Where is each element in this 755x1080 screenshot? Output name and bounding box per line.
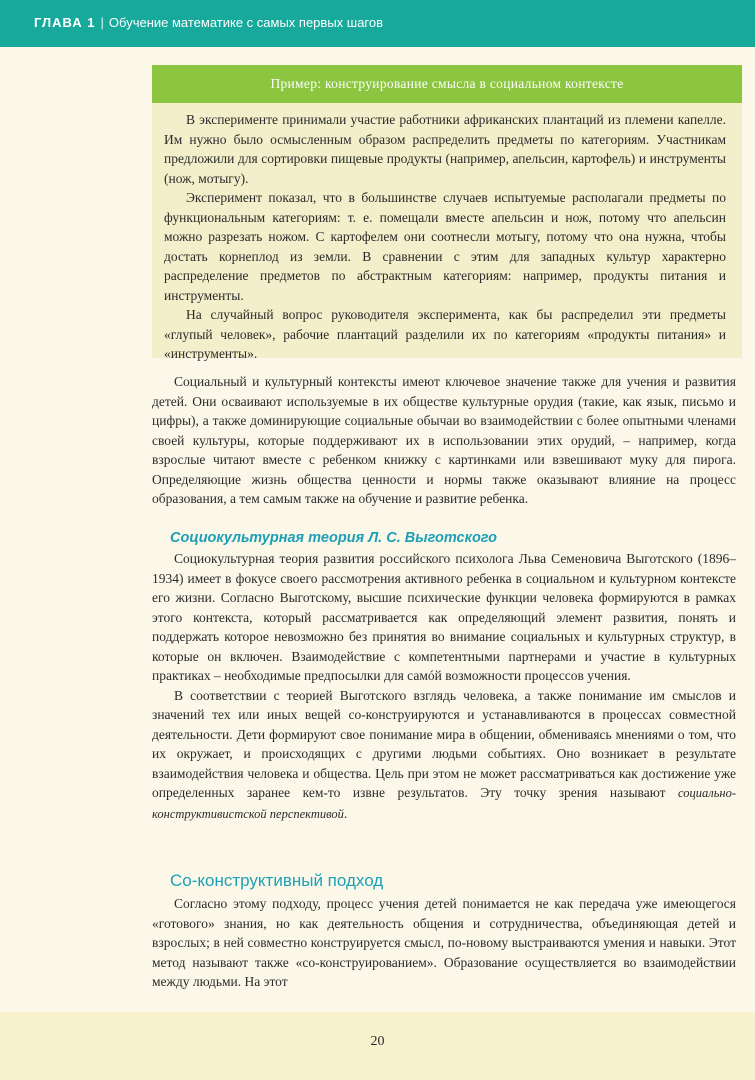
emphasized-term: социально-конструктивистской перспективой	[152, 786, 737, 821]
page-number: 20	[370, 1034, 385, 1049]
vygotsky-section-text	[152, 549, 736, 824]
body-paragraph-text: В соответствии с теорией Выготского взглядь человека, а также понимание им смыслов и значений тех или иных вещей со-конструируются и устанавливаются в процессах совместной деятельности. Дети формируют свое понимание мира в общении, обмениваясь мнениями о том, что их окружает, и происходящих с другими людьми событиях. Оно возникает в результате взаимодействия человека и общества. Цель при этом не может рассматриваться как достижение уже определенных заранее кем-то извне результатов. Эту точку зрения называют	[152, 687, 736, 800]
chapter-header	[34, 15, 383, 30]
example-paragraph: На случайный вопрос руководителя эксперимента, как бы распределил эти предметы «глупый человек», рабочие плантаций разделили их по категориям «продукты питания» и «инструменты».	[164, 307, 726, 361]
body-paragraph: Социокультурная теория развития российского психолога Льва Семеновича Выготского (1896–1934) имеет в фокусе своего рассмотрения активного ребенка в социальном и культурном контексте его жизни. Согласно Выготскому, высшие психические функции человека формируются в рамках этого контекста, который рассматривается как определяющий элемент развития, понять и поддержать которое невозможно без принятия во внимание социальных и культурных структур, в которые он включен. Взаимодействие с компетентными партнерами и участие в культурных практиках – необходимые предпосылки для самóй возможности процессов учения.	[152, 551, 736, 683]
example-box-body	[152, 103, 742, 364]
intro-text	[152, 372, 736, 509]
example-box	[152, 65, 742, 361]
example-paragraph: Эксперимент показал, что в большинстве случаев испытуемые располагали предметы по функциональным категориям: т. е. помещали вместе апельсин и нож, потому что апельсин можно разрезать ножом. С картофелем они соотнесли мотыгу, потому что она нужна, чтобы достать корнеплод из земли. В сравнении с этим для западных культур характерно распределение предметов по абстрактным категориям: например, продукты питания и инструменты.	[164, 190, 726, 303]
example-paragraph: В эксперименте принимали участие работники африканских плантаций из племени капелле. Им нужно было осмысленным образом распределить предметы по категориям. Участникам предложили для сортировки пищевые продукты (например, апельсин, картофель) и инструменты (нож, мотыгу).	[164, 112, 726, 186]
example-box-title: Пример: конструирование смысла в социальном контексте	[152, 65, 742, 103]
coconstructive-section-text	[152, 894, 736, 992]
term-period: .	[343, 805, 348, 821]
section-heading-vygotsky: Социокультурная теория Л. С. Выготского	[170, 530, 498, 546]
intro-paragraph: Социальный и культурный контексты имеют ключевое значение также для учения и развития детей. Они осваивают используемые в их обществе культурные орудия (такие, как язык, письмо и цифры), а также доминирующие социальные обычаи во взаимодействии с более опытными членами своей культуры, которые поддерживают их в использовании этих орудий, – например, когда взрослые читают вместе с ребенком книжку с картинками или взвешивают муку для пирога. Определяющие жизнь общества ценности и нормы также оказывают влияние на процесс образования, а тем самым также на обучение и развитие ребенка.	[152, 374, 736, 506]
body-paragraph: Согласно этому подходу, процесс учения детей понимается не как передача уже имеющегося «готового» знания, но как деятельность общения и сотрудничества, объединяющая детей и взрослых; в ней совместно конструируется смысл, по-новому выстраиваются умения и навыки. Этот метод называют также «со-конструированием». Образование осуществляется во взаимодействии между людьми. На этот	[152, 896, 736, 989]
chapter-title: Обучение математике с самых первых шагов	[108, 15, 384, 30]
header-separator: |	[100, 15, 104, 30]
chapter-label: ГЛАВА 1	[34, 15, 96, 30]
body-paragraph	[152, 686, 736, 825]
section-heading-coconstructive: Со-конструктивный подход	[170, 871, 384, 890]
page-footer	[0, 1012, 755, 1080]
chapter-header-bar	[0, 0, 755, 47]
